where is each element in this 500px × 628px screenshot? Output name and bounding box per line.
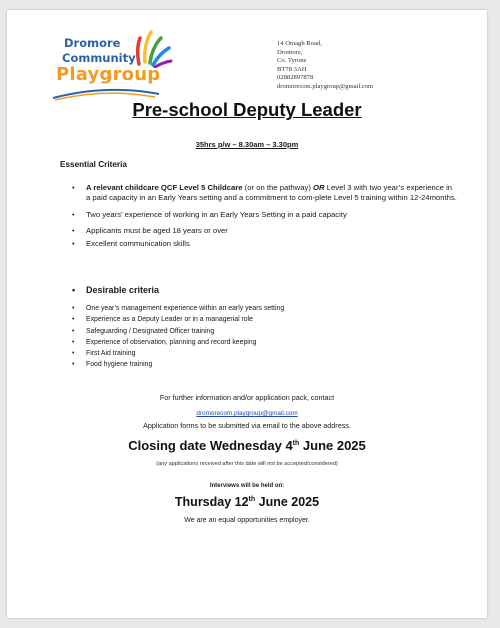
list-item: • Experience as a Deputy Leader or in a managerial role: [72, 314, 432, 325]
address-email: dromorecom.playgroup@gmail.com: [277, 82, 374, 90]
interview-date-month: June 2025: [255, 495, 320, 509]
address-line: 14 Omagh Road,: [277, 40, 322, 47]
closing-date-month: June 2025: [299, 438, 366, 453]
list-item: • Applicants must be aged 18 years or over: [72, 226, 457, 236]
late-applications-note: (any applications received after this date will not be accepted/considered): [156, 461, 338, 467]
list-item: [72, 183, 457, 204]
interview-date-text: Thursday 12: [174, 495, 249, 509]
closing-date-suffix: th: [292, 440, 300, 447]
list-item: • Safeguarding / Designated Officer training: [72, 326, 432, 337]
address-block: [277, 40, 373, 92]
list-item: • Experience of observation, planning and record keeping: [72, 337, 432, 348]
essential-criteria-list: [72, 183, 457, 249]
essential-criteria-heading: Essential Criteria: [60, 160, 127, 169]
desirable-criteria-list: [72, 303, 432, 371]
phone-number: 02882897878: [277, 74, 314, 82]
desirable-criteria-heading: • Desirable criteria: [72, 285, 159, 295]
contact-email-link[interactable]: dromorecom.playgroup@gmail.com: [196, 410, 298, 417]
further-info-text: For further information and/or application pack, contact: [159, 393, 335, 402]
list-item: • One year’s management experience within an early years setting: [72, 303, 432, 314]
address-line: BT78 3AH: [277, 65, 307, 73]
logo-text-dromore: Dromore: [64, 36, 121, 50]
pathway-text: (or on the pathway): [242, 183, 314, 192]
list-item: • First Aid training: [72, 348, 432, 359]
interview-date: [7, 495, 487, 509]
qualification-detail: Level 3 with two year’s experience in a paid capacity in an Early Years setting and a commitment to com-plete Level 5 training within 12-24months.: [86, 183, 457, 203]
advert-page: [7, 10, 487, 618]
closing-date: [7, 438, 487, 453]
list-item: • Two years’ experience of working in an Early Years Setting in a paid capacity: [72, 210, 457, 220]
address-line: Dromore,: [277, 48, 303, 56]
application-forms-text: Application forms to be submitted via email to the above address.: [143, 421, 351, 430]
list-item: • Food hygiene training: [72, 359, 432, 370]
or-text: OR: [313, 183, 325, 192]
closing-date-text: Closing date Wednesday 4: [128, 438, 293, 453]
qualification-text: A relevant childcare QCF Level 5 Childcare: [86, 183, 243, 192]
interviews-heading: Interviews will be held on:: [209, 483, 285, 489]
equal-opportunities-text: We are an equal opportunities employer.: [184, 517, 310, 524]
address-line: Co. Tyrone: [277, 57, 307, 65]
list-item: • Excellent communication skills: [72, 239, 457, 249]
working-hours: 35hrs p/w – 8.30am – 3.30pm: [195, 140, 299, 149]
interview-date-suffix: th: [248, 496, 256, 503]
page-title: Pre-school Deputy Leader: [132, 99, 362, 120]
logo-text-playgroup: Playgroup: [56, 64, 161, 85]
sun-rays-icon: [133, 26, 173, 68]
logo-text-community: Community: [62, 51, 136, 65]
